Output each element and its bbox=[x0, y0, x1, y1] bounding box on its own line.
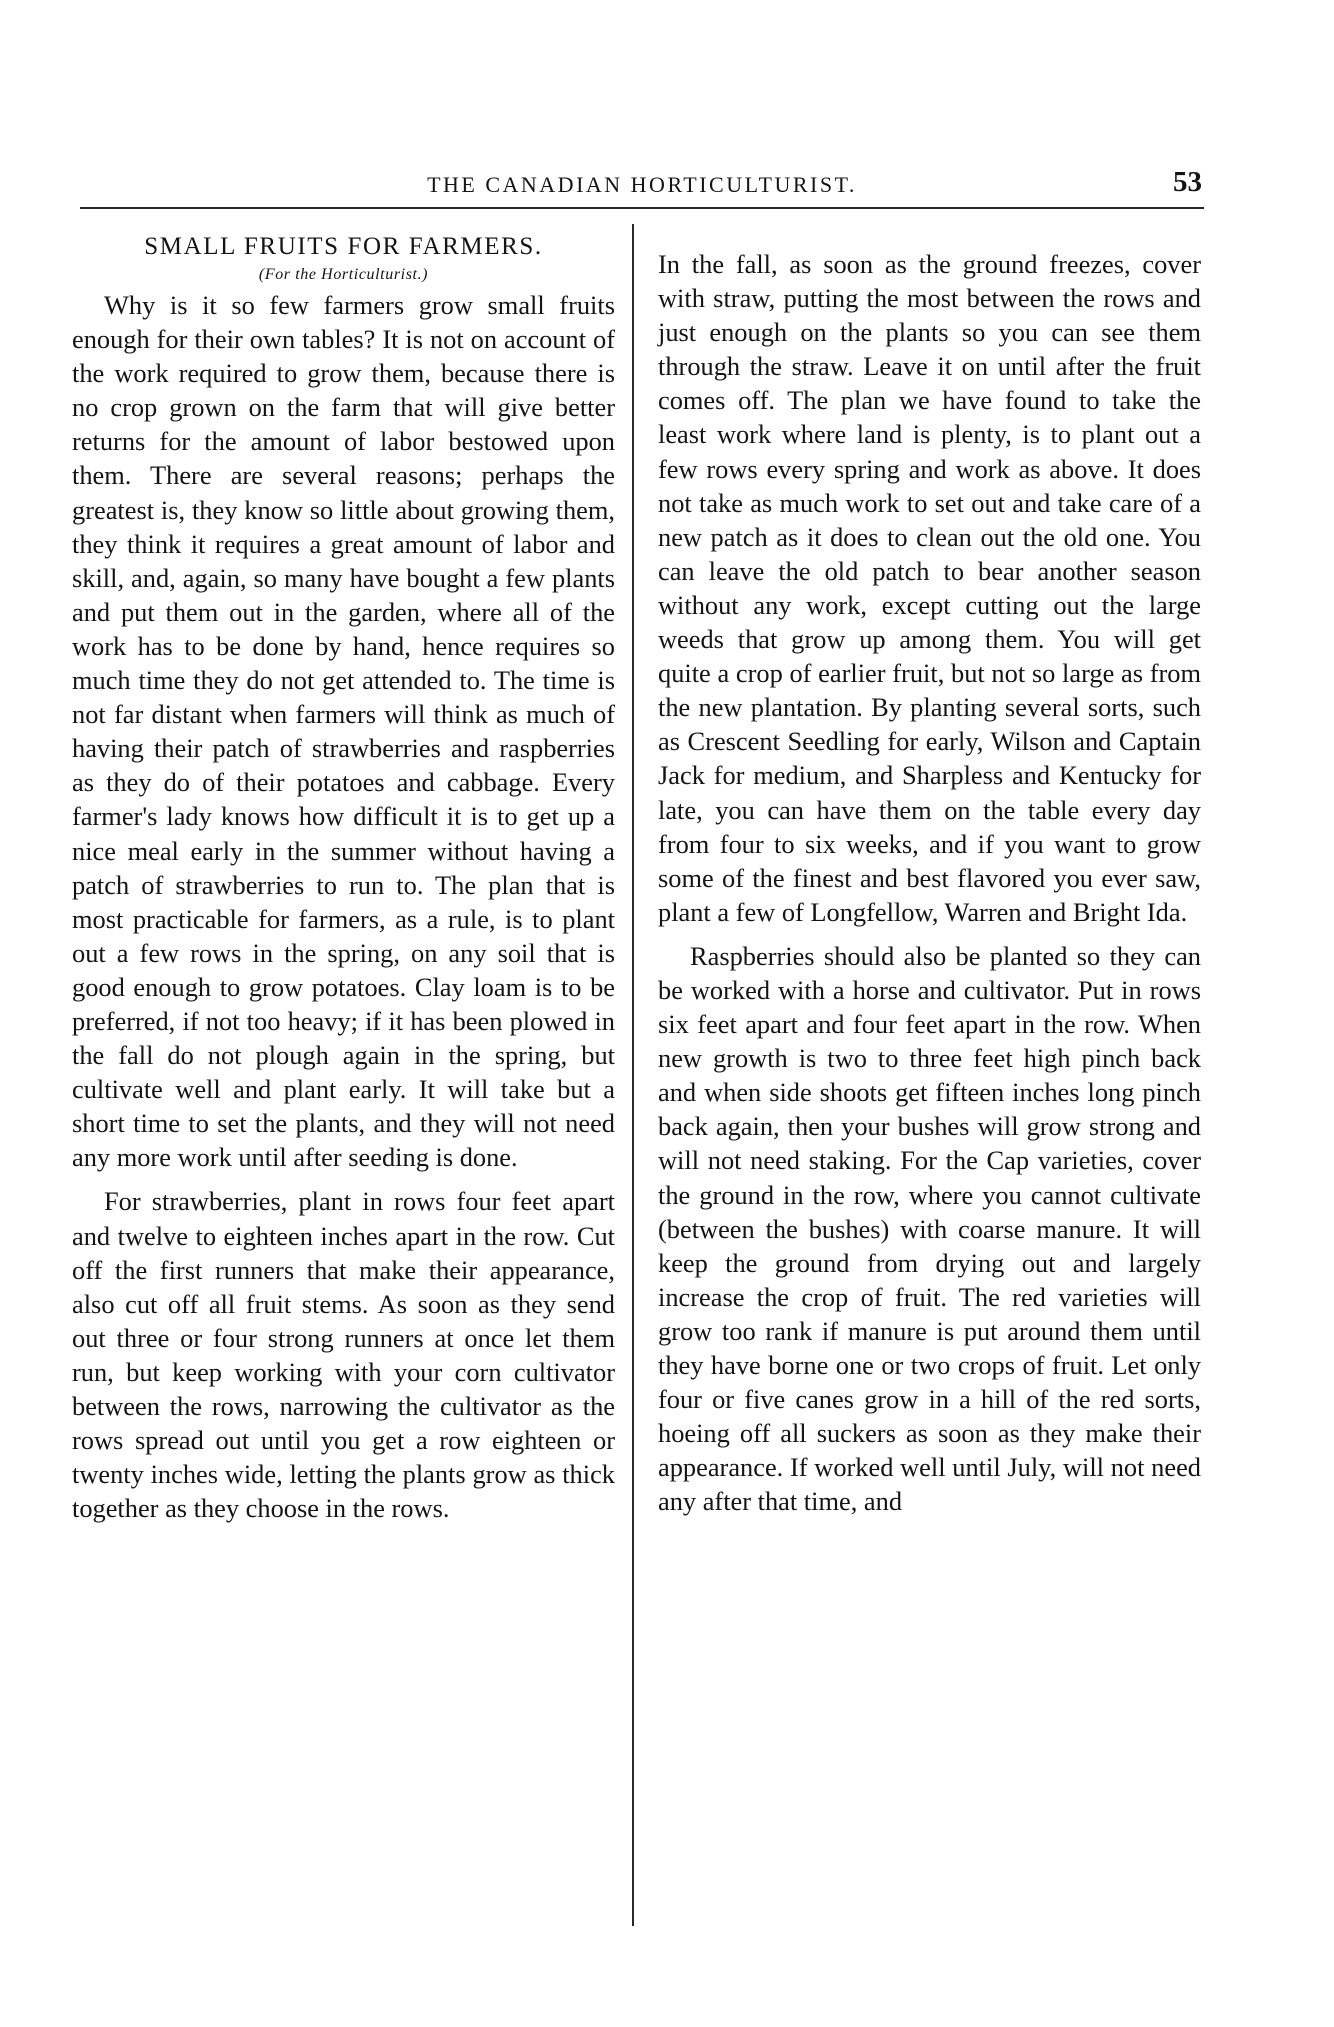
header-rule bbox=[80, 207, 1204, 209]
article-byline: (For the Horticulturist.) bbox=[258, 266, 429, 283]
paragraph: Why is it so few farmers grow small fruits enough for their own tables? It is not on account of the work required to grow them, because there is no crop grown on the farm that will give better returns for the amount of labor bestowed upon them. There are several reasons; perhaps the greatest is, they know so little about growing them, they think it requires a great amount of labor and skill, and, again, so many have bought a few plants and put them out in the garden, where all of the work has to be done by hand, hence requires so much time they do not get attended to. The time is not far distant when farmers will think as much of having their patch of strawberries and raspberries as they do of their potatoes and cabbage. Every farmer's lady knows how difficult it is to get up a nice meal early in the summer without having a patch of strawberries to run to. The plan that is most practicable for farmers, as a rule, is to plant out a few rows in the spring, on any soil that is good enough to grow potatoes. Clay loam is to be preferred, if not too heavy; if it has been plowed in the fall do not plough again in the spring, but cultivate well and plant early. It will take but a short time to set the plants, and they will not need any more work until after seeding is done. bbox=[72, 290, 615, 1173]
paragraph: In the fall, as soon as the ground freezes, cover with straw, putting the most between the rows and just enough on the plants so you can see them through the straw. Leave it on until after the fruit comes off. The plan we have found to take the least work where land is plenty, is to plant out a few rows every spring and work as above. It does not take as much work to set out and take care of a new patch as it does to clean out the old one. You can leave the old patch to bear another season without any work, except cutting out the large weeds that grow up among them. You will get quite a crop of earlier fruit, but not so large as from the new plantation. By planting several sorts, such as Crescent Seedling for early, Wilson and Captain Jack for medium, and Sharpless and Kentucky for late, you can have them on the table every day from four to six weeks, and if you want to grow some of the finest and best flavored you ever saw, plant a few of Longfellow, Warren and Bright Ida. bbox=[658, 249, 1201, 927]
right-column bbox=[658, 247, 1201, 1518]
column-divider bbox=[632, 224, 634, 1926]
page-number: 53 bbox=[1173, 166, 1202, 198]
article-title: SMALL FRUITS FOR FARMERS. bbox=[144, 233, 543, 260]
left-column bbox=[72, 230, 615, 1525]
paragraph: Raspberries should also be planted so they can be worked with a horse and cultivator. Put in rows six feet apart and four feet apart in the row. When new growth is two to three feet high pinch back and when side shoots get fifteen inches long pinch back again, then your bushes will grow strong and will not need staking. For the Cap varieties, cover the ground in the row, where you cannot cultivate (between the bushes) with coarse manure. It will keep the ground from drying out and largely increase the crop of fruit. The red varieties will grow too rank if manure is put around them until they have borne one or two crops of fruit. Let only four or five canes grow in a hill of the red sorts, hoeing off all suckers as soon as they make their appearance. If worked well until July, will not need any after that time, and bbox=[658, 940, 1201, 1517]
paragraph: For strawberries, plant in rows four feet apart and twelve to eighteen inches apart in the row. Cut off the first runners that make their appearance, also cut off all fruit stems. As soon as they send out three or four strong runners at once let them run, but keep working with your corn cultivator between the rows, narrowing the cultivator as the rows spread out until you get a row eighteen or twenty inches wide, letting the plants grow as thick together as they choose in the rows. bbox=[72, 1186, 615, 1524]
running-title: THE CANADIAN HORTICULTURIST. bbox=[427, 172, 857, 197]
running-head bbox=[82, 166, 1202, 206]
